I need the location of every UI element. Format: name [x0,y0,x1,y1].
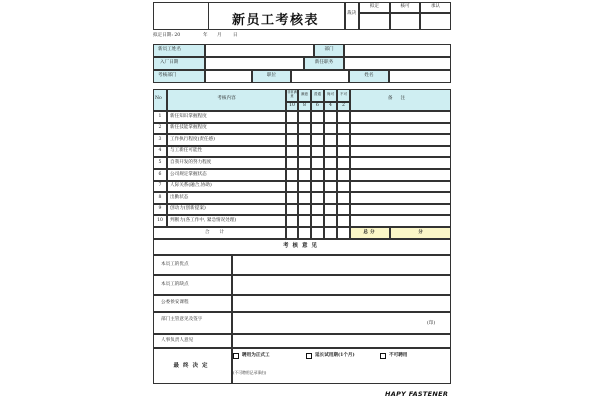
row-content: 与工新任可能性 [170,148,203,154]
opinion-field-5[interactable] [232,334,451,348]
row-score-cell[interactable] [286,181,298,193]
approval-approve: 承认 [430,4,441,9]
row-remark-cell[interactable] [350,157,451,169]
opinion-label-4 [153,312,232,334]
opinion-weaknesses: 本员工的缺点 [161,282,189,287]
eval-dept-label: 考核部门 [158,73,177,78]
department-label: 部门 [324,47,334,52]
row-remark-cell[interactable] [350,123,451,135]
row-score-cell[interactable] [298,123,311,135]
row-score-cell[interactable] [337,123,350,135]
opinion-strengths: 本员工的优点 [161,262,189,267]
row-content: 新任知识掌握程度 [170,113,207,119]
row-score-cell[interactable] [311,169,324,181]
row-score-cell[interactable] [311,204,324,216]
row-no: 9 [158,206,162,212]
row-score-cell[interactable] [298,192,311,204]
row-score-cell[interactable] [311,192,324,204]
row-score-cell[interactable] [337,157,350,169]
total-score-label: 总分 [363,230,377,235]
date-year: 年 [203,33,208,38]
row-score-cell[interactable] [298,134,311,146]
row-content: 出勤状态 [170,194,189,200]
row-remark-cell[interactable] [350,181,451,193]
name-label: 姓名 [364,73,374,78]
row-no: 6 [158,171,162,177]
point-1: 10 [289,103,295,108]
row-content: 工作执行程度(责任感) [170,136,215,142]
option-reject-checkbox[interactable] [380,353,386,359]
row-score-cell[interactable] [298,111,311,123]
field-eval-dept[interactable] [205,70,252,83]
approval-sign-2[interactable] [390,13,420,30]
point-4: 4 [329,103,332,108]
row-score-cell[interactable] [337,181,350,193]
total-score-cell-3[interactable] [311,227,324,239]
total-score-cell-5[interactable] [337,227,350,239]
row-score-cell[interactable] [311,134,324,146]
option-reject-label: 不可聘用 [389,353,408,358]
row-score-cell[interactable] [298,157,311,169]
row-score-cell[interactable] [286,146,298,158]
row-score-cell[interactable] [311,157,324,169]
join-date-label: 入厂日期 [160,60,179,65]
score-label-4: 尚可 [326,92,335,96]
row-score-cell[interactable] [324,123,337,135]
opinion-field-4[interactable] [232,312,451,334]
row-no: 1 [158,113,162,119]
opinion-manager: 部门主管意见及签字 [161,317,203,322]
approval-check: 核可 [400,4,410,9]
total-label: 合计 [204,230,235,235]
row-score-cell[interactable] [286,169,298,181]
new-position-label: 新任职务 [314,60,334,65]
row-no: 8 [158,194,162,200]
row-score-cell[interactable] [324,134,337,146]
row-score-cell[interactable] [298,146,311,158]
row-remark-cell[interactable] [350,215,451,227]
field-new-employee[interactable] [205,44,314,57]
score-label-5: 不可 [339,92,348,96]
row-remark-cell[interactable] [350,192,451,204]
row-score-cell[interactable] [286,204,298,216]
score-label-3: 普通 [313,92,322,96]
option-hire-checkbox[interactable] [233,353,239,359]
row-score-cell[interactable] [286,134,298,146]
evaluation-form [153,2,451,394]
approval-draft: 拟定 [369,4,380,9]
brand-label: HAPY FASTENER [385,390,449,398]
row-content: 自我开发的努力程度 [170,159,212,165]
row-remark-cell[interactable] [350,134,451,146]
position-label: 职位 [266,73,277,78]
row-score-cell[interactable] [311,111,324,123]
row-score-cell[interactable] [311,181,324,193]
row-score-cell[interactable] [324,146,337,158]
row-content: 公司规定掌握状态 [170,171,207,177]
approval-label: 裁决 [347,11,357,16]
approval-sign-3[interactable] [420,13,451,30]
row-remark-cell[interactable] [350,146,451,158]
total-score-cell-2[interactable] [298,227,311,239]
option-hire-label: 聘用为正式工 [242,353,270,358]
opinion-field-1[interactable] [232,255,451,275]
row-score-cell[interactable] [286,123,298,135]
field-name[interactable] [389,70,451,83]
row-no: 2 [158,125,162,131]
remark-header: 备注 [387,96,414,101]
date-month: 月 [217,33,222,38]
opinion-field-2[interactable] [232,275,451,295]
row-content: 新任技能掌握程度 [170,125,207,131]
row-score-cell[interactable] [298,204,311,216]
row-score-cell[interactable] [337,192,350,204]
row-score-cell[interactable] [337,169,350,181]
field-new-position[interactable] [344,57,451,70]
option-extend-checkbox[interactable] [306,353,312,359]
point-3: 6 [316,103,319,108]
content-header: 考核内容 [217,96,236,101]
row-remark-cell[interactable] [350,204,451,216]
row-score-cell[interactable] [286,192,298,204]
option-extend-label: 延长试用期(1个月) [315,353,355,358]
row-no: 5 [158,159,162,165]
row-score-cell[interactable] [324,111,337,123]
row-score-cell[interactable] [298,169,311,181]
opinion-title: 考核意见 [282,243,321,249]
row-score-cell[interactable] [324,215,337,227]
row-score-cell[interactable] [298,181,311,193]
row-remark-cell[interactable] [350,111,451,123]
date-prefix: 拟定日期: 20 [153,33,181,38]
field-join-date[interactable] [205,57,304,70]
row-no: 4 [158,148,162,154]
form-title: 新员工考核表 [232,13,320,28]
opinion-hr: 人事负责人意见 [161,338,194,343]
row-no: 10 [157,217,163,223]
point-5: 2 [342,103,345,108]
date-day: 日 [233,33,238,38]
row-score-cell[interactable] [311,215,324,227]
opinion-field-3[interactable] [232,295,451,312]
row-score-cell[interactable] [311,146,324,158]
row-score-cell[interactable] [337,215,350,227]
row-score-cell[interactable] [298,215,311,227]
field-department[interactable] [344,44,451,57]
field-position[interactable] [291,70,349,83]
row-score-cell[interactable] [324,181,337,193]
row-score-cell[interactable] [337,146,350,158]
decision-note: (不可聘用记录事由) [233,370,267,375]
row-score-cell[interactable] [286,157,298,169]
row-score-cell[interactable] [337,111,350,123]
approval-sign-1[interactable] [359,13,390,30]
row-score-cell[interactable] [286,215,298,227]
row-content: 判断力(各工作中, 紧急情况处理) [170,217,237,223]
row-score-cell[interactable] [286,111,298,123]
opinion-training: 公委侯安课程 [161,300,189,305]
row-score-cell[interactable] [324,192,337,204]
row-score-cell[interactable] [337,134,350,146]
new-employee-label: 新员工姓名 [158,47,181,52]
score-label-2: 满意 [300,92,309,96]
no-header: No [155,96,162,101]
point-2: 8 [303,103,306,108]
row-content: 创动力(创新提案) [170,206,206,212]
score-label-1: 非常满意 [287,90,297,98]
row-score-cell[interactable] [324,169,337,181]
row-score-cell[interactable] [311,123,324,135]
row-score-cell[interactable] [324,157,337,169]
row-content: 人际关系(融合,协助) [170,183,212,189]
sign-mark: (印) [427,321,436,326]
row-no: 3 [158,136,162,142]
row-score-cell[interactable] [337,204,350,216]
decision-label: 最终决定 [173,363,212,369]
row-remark-cell[interactable] [350,169,451,181]
grade-label: 分 [418,230,423,235]
row-score-cell[interactable] [324,204,337,216]
total-score-cell-1[interactable] [286,227,298,239]
row-no: 7 [158,183,162,189]
total-score-cell-4[interactable] [324,227,337,239]
